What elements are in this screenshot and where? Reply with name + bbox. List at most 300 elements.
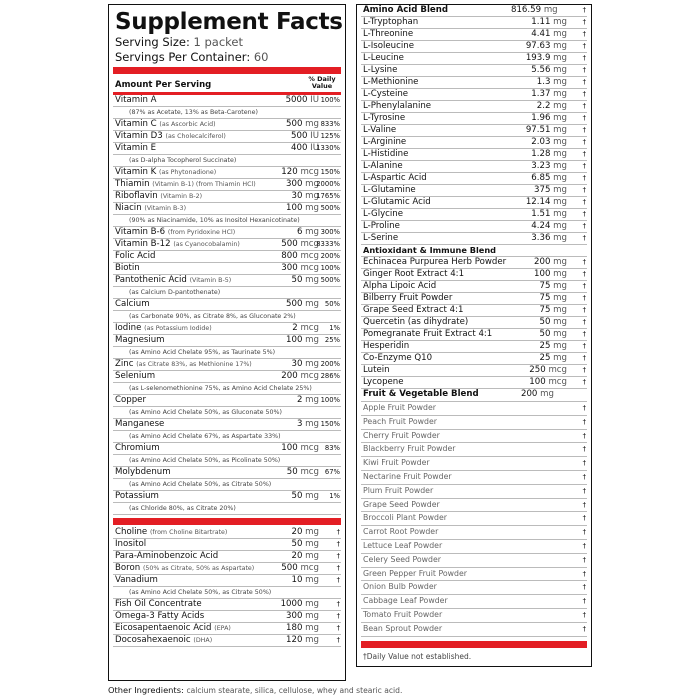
amount-value: 1.96 (531, 113, 551, 123)
nutrient-name (115, 131, 226, 142)
nutrient-name (115, 251, 155, 262)
daily-value: 2000% (316, 180, 340, 188)
nutrient-form-note: (87% as Acetate, 13% as Beta-Carotene) (113, 107, 341, 119)
fv-ingredient-row (361, 526, 587, 540)
daily-value: † (582, 294, 586, 302)
nutrient-name (363, 209, 403, 220)
nutrient-row (113, 263, 341, 275)
nutrient-amount (251, 635, 319, 646)
daily-value: † (582, 42, 586, 50)
nutrient-name-text: L-Proline (363, 221, 400, 231)
nutrient-amount (251, 443, 319, 454)
nutrient-name-text: Vitamin C (115, 119, 157, 129)
amount-unit: mcg (548, 365, 567, 375)
daily-value: † (336, 636, 340, 644)
amount-value: 75 (539, 281, 551, 291)
nutrient-name-text: L-Lysine (363, 65, 398, 75)
amount-unit: IU (310, 131, 319, 141)
nutrient-name (363, 149, 408, 160)
amount-value: 20 (291, 527, 303, 537)
daily-value: 1765% (316, 192, 340, 200)
nutrient-name (363, 173, 427, 184)
amount-value: 50 (291, 491, 303, 501)
divider-bar (113, 67, 341, 74)
fv-ingredient-row (361, 416, 587, 430)
nutrient-source-note: (as Ascorbic Acid) (159, 121, 216, 128)
amount-value: 2 (296, 395, 303, 405)
amino-acid-blend-row (361, 5, 587, 17)
amount-unit: mcg (300, 239, 319, 249)
fv-ingredient-row (361, 512, 587, 526)
daily-value: † (582, 138, 586, 146)
nutrient-name-text: Ginger Root Extract 4:1 (363, 269, 465, 279)
amount-value: 75 (539, 293, 551, 303)
nutrient-amount (503, 341, 567, 352)
daily-value: † (582, 318, 586, 326)
amount-value: 300 (286, 179, 303, 189)
amount-unit: mg (305, 539, 319, 549)
serving-size (109, 35, 345, 50)
daily-value: † (582, 366, 586, 374)
nutrient-row (113, 623, 341, 635)
nutrient-name (115, 179, 256, 190)
daily-value: 150% (320, 168, 340, 176)
fv-blend-name: Fruit & Vegetable Blend (363, 389, 479, 399)
daily-value: † (582, 330, 586, 338)
amount-per-serving-header: Amount Per Serving (115, 80, 212, 90)
amount-unit: mg (305, 203, 319, 213)
amount-unit: mg (553, 149, 567, 159)
amount-value: 50 (291, 275, 303, 285)
nutrient-name-text: L-Isoleucine (363, 41, 414, 51)
nutrient-row (361, 353, 587, 365)
nutrient-name-text: Fish Oil Concentrate (115, 599, 202, 609)
fv-ingredient-name: Celery Seed Powder (363, 554, 441, 564)
nutrient-name-text: L-Tyrosine (363, 113, 406, 123)
nutrient-source-note: (50% as Citrate, 50% as Aspartate) (142, 565, 255, 572)
nutrient-row (361, 125, 587, 137)
amount-value: 12.14 (525, 197, 551, 207)
nutrient-row (113, 539, 341, 551)
amount-unit: mg (553, 17, 567, 27)
nutrient-name-text: L-Tryptophan (363, 17, 419, 27)
daily-value: † (336, 552, 340, 560)
fv-ingredient-row (361, 581, 587, 595)
amount-value: 300 (286, 611, 303, 621)
amount-unit: mg (305, 491, 319, 501)
nutrient-amount (251, 419, 319, 430)
nutrient-name-text: L-Serine (363, 233, 399, 243)
nutrient-name (363, 125, 396, 136)
nutrient-name-text: L-Glutamic Acid (363, 197, 431, 207)
nutrient-name (115, 323, 212, 334)
nutrient-form-note: (as Amino Acid Chelate 50%, as Citrate 50%) (113, 479, 341, 491)
amount-value: 100 (534, 269, 551, 279)
amount-value: 300 (281, 263, 298, 273)
nutrient-name-text: Bilberry Fruit Powder (363, 293, 453, 303)
amount-unit: mg (305, 635, 319, 645)
nutrient-name (115, 371, 155, 382)
daily-value: † (582, 569, 586, 578)
nutrient-row (113, 179, 341, 191)
daily-value: † (336, 564, 340, 572)
daily-value: † (582, 186, 586, 194)
nutrient-name-text: Calcium (115, 299, 150, 309)
nutrient-amount (503, 233, 567, 244)
amount-value: 2.03 (531, 137, 551, 147)
nutrient-name-text: Riboflavin (115, 191, 158, 201)
nutrient-name (115, 611, 204, 622)
nutrient-row (361, 113, 587, 125)
nutrient-name (115, 191, 202, 202)
nutrient-name (115, 119, 216, 130)
divider-bar (113, 518, 341, 525)
nutrient-row (361, 221, 587, 233)
amount-unit: mcg (548, 377, 567, 387)
nutrient-row (113, 395, 341, 407)
amount-value: 6 (296, 227, 303, 237)
amino-acid-list (357, 17, 591, 245)
nutrient-name (363, 341, 409, 352)
fv-ingredient-name: Kiwi Fruit Powder (363, 458, 430, 468)
divider-bar (361, 641, 587, 648)
nutrient-name-text: Chromium (115, 443, 160, 453)
servings-per-container (109, 50, 345, 65)
nutrient-amount (251, 179, 319, 190)
nutrient-source-note: (as Cholecalciferol) (165, 133, 226, 140)
daily-value: † (582, 354, 586, 362)
nutrient-row (113, 611, 341, 623)
nutrient-name-text: Vanadium (115, 575, 158, 585)
amount-unit: mg (553, 293, 567, 303)
amino-blend-name: Amino Acid Blend (363, 5, 448, 15)
nutrient-source-note: (Vitamin B-2) (160, 193, 203, 200)
nutrient-name (363, 101, 431, 112)
nutrient-amount (503, 173, 567, 184)
daily-value: † (582, 583, 586, 592)
nutrient-row (113, 443, 341, 455)
fv-ingredient-name: Lettuce Leaf Powder (363, 540, 443, 550)
nutrient-name-text: L-Phenylalanine (363, 101, 432, 111)
fv-ingredient-name: Peach Fruit Powder (363, 416, 437, 426)
daily-value: † (582, 54, 586, 62)
nutrient-name-text: Omega-3 Fatty Acids (115, 611, 205, 621)
daily-value: 200% (320, 360, 340, 368)
nutrient-amount (503, 305, 567, 316)
amount-unit: mg (553, 197, 567, 207)
amount-unit: mg (305, 419, 319, 429)
daily-value: † (336, 612, 340, 620)
nutrient-name (115, 275, 231, 286)
nutrient-name-text: Potassium (115, 491, 159, 501)
amount-value: 50 (539, 317, 551, 327)
fv-ingredient-name: Cabbage Leaf Powder (363, 596, 448, 606)
nutrient-name-text: L-Cysteine (363, 89, 409, 99)
nutrient-amount (251, 95, 319, 106)
nutrient-amount (503, 353, 567, 364)
nutrient-row (113, 335, 341, 347)
daily-value: † (582, 306, 586, 314)
nutrient-amount (503, 317, 567, 328)
daily-value: † (582, 90, 586, 98)
nutrient-name-text: Vitamin A (115, 95, 157, 105)
nutrient-name-text: Thiamin (115, 179, 150, 189)
nutrient-amount (503, 149, 567, 160)
nutrient-row (361, 173, 587, 185)
nutrient-row (113, 203, 341, 215)
amount-unit: mcg (300, 563, 319, 573)
fv-ingredient-row (361, 443, 587, 457)
vitamin-list (109, 95, 345, 515)
amount-value: 120 (281, 167, 298, 177)
amount-unit: mg (305, 527, 319, 537)
nutrient-name (115, 551, 218, 562)
daily-value: 125% (320, 132, 340, 140)
daily-value: † (582, 66, 586, 74)
daily-value: † (582, 102, 586, 110)
daily-value: 100% (320, 264, 340, 272)
nutrient-row (361, 149, 587, 161)
fv-ingredient-row (361, 402, 587, 416)
nutrient-name (115, 395, 146, 406)
nutrient-name (363, 161, 403, 172)
nutrient-name (115, 419, 164, 430)
nutrient-row (361, 197, 587, 209)
amount-value: 97.63 (525, 41, 551, 51)
daily-value: † (582, 597, 586, 606)
amount-unit: mg (553, 329, 567, 339)
nutrient-amount (503, 89, 567, 100)
amount-unit: mg (305, 275, 319, 285)
nutrient-name (115, 227, 235, 238)
daily-value: † (582, 514, 586, 523)
nutrient-form-note: (as Amino Acid Chelate 95%, as Taurinate 5%) (113, 347, 341, 359)
fv-ingredient-name: Tomato Fruit Powder (363, 609, 443, 619)
nutrient-row (113, 551, 341, 563)
nutrient-form-note: (as Amino Acid Chelate 50%, as Citrate 50%) (113, 587, 341, 599)
nutrient-row (361, 269, 587, 281)
amount-unit: mg (305, 179, 319, 189)
daily-value: † (336, 540, 340, 548)
nutrient-name-text: L-Methionine (363, 77, 419, 87)
daily-value: † (582, 198, 586, 206)
nutrient-row (113, 299, 341, 311)
nutrient-form-note: (as Chloride 80%, as Citrate 20%) (113, 503, 341, 515)
amount-value: 500 (281, 563, 298, 573)
nutrient-name (363, 233, 398, 244)
other-ingredients-text: calcium stearate, silica, cellulose, whey and stearic acid. (186, 686, 403, 695)
amount-unit: mg (305, 551, 319, 561)
nutrient-amount (251, 275, 319, 286)
nutrient-amount (251, 563, 319, 574)
amount-unit: mg (553, 209, 567, 219)
amount-unit: mg (305, 191, 319, 201)
nutrient-name-text: Pantothenic Acid (115, 275, 187, 285)
nutrient-name (363, 137, 406, 148)
fv-ingredient-row (361, 554, 587, 568)
nutrient-name-text: Lycopene (363, 377, 404, 387)
daily-value: 1330% (316, 144, 340, 152)
daily-value: † (582, 18, 586, 26)
daily-value: 100% (320, 96, 340, 104)
daily-value: † (582, 78, 586, 86)
servings-value: 60 (253, 50, 269, 64)
nutrient-amount (503, 41, 567, 52)
amount-value: 3 (296, 419, 303, 429)
amount-value: 120 (286, 635, 303, 645)
amount-value: 4.24 (531, 221, 551, 231)
daily-value: † (582, 282, 586, 290)
nutrient-row (113, 143, 341, 155)
amount-unit: mg (553, 125, 567, 135)
nutrient-amount (251, 119, 319, 130)
nutrient-amount (503, 329, 567, 340)
nutrient-row (113, 323, 341, 335)
daily-value: 500% (320, 276, 340, 284)
amount-unit: mg (553, 77, 567, 87)
nutrient-row (361, 17, 587, 29)
nutrient-source-note: (as Citrate 83%, as Methionine 17%) (136, 361, 252, 368)
nutrient-name (363, 77, 418, 88)
nutrient-amount (503, 29, 567, 40)
amount-unit: mg (553, 53, 567, 63)
nutrient-amount (503, 137, 567, 148)
daily-value: 1% (329, 492, 340, 500)
amount-value: 2 (292, 323, 298, 333)
nutrient-name (363, 65, 397, 76)
nutrient-name-text: L-Arginine (363, 137, 407, 147)
nutrient-form-note: (as Amino Acid Chelate 50%, as Gluconate 50%) (113, 407, 341, 419)
amount-value: 75 (539, 305, 551, 315)
nutrient-name-text: Vitamin B-6 (115, 227, 166, 237)
supplement-facts-panel-left (108, 4, 346, 681)
nutrient-name-text: Alpha Lipoic Acid (363, 281, 437, 291)
nutrient-name-text: Vitamin B-12 (115, 239, 171, 249)
serving-size-value: 1 packet (193, 35, 243, 49)
nutrient-source-note: (as Cyanocobalamin) (173, 241, 240, 248)
nutrient-name-text: L-Glutamine (363, 185, 416, 195)
amount-value: 6.85 (531, 173, 551, 183)
nutrient-row (361, 101, 587, 113)
daily-value: 150% (320, 420, 340, 428)
fv-ingredient-row (361, 471, 587, 485)
nutrient-amount (503, 65, 567, 76)
daily-value: † (582, 270, 586, 278)
fv-ingredient-row (361, 499, 587, 513)
fv-ingredient-row (361, 457, 587, 471)
nutrient-name (363, 377, 404, 388)
nutrient-amount (251, 623, 319, 634)
nutrient-row (361, 281, 587, 293)
fv-ingredient-row (361, 540, 587, 554)
daily-value: † (336, 624, 340, 632)
nutrient-row (361, 305, 587, 317)
daily-value: 83% (324, 444, 340, 452)
nutrient-name-text: L-Aspartic Acid (363, 173, 427, 183)
amount-value: 10 (291, 575, 303, 585)
nutrient-name (115, 491, 159, 502)
nutrient-amount (251, 359, 319, 370)
nutrient-name (115, 263, 140, 274)
amount-value: 200 (281, 371, 298, 381)
daily-value: † (582, 378, 586, 386)
fv-ingredient-name: Nectarine Fruit Powder (363, 471, 452, 481)
nutrient-name-text: Magnesium (115, 335, 165, 345)
daily-value: † (582, 342, 586, 350)
nutrient-row (361, 317, 587, 329)
nutrient-name (115, 443, 160, 454)
nutrient-amount (503, 293, 567, 304)
amount-unit: mg (553, 41, 567, 51)
daily-value: 100% (320, 396, 340, 404)
daily-value: 300% (320, 228, 340, 236)
daily-value-header: % Daily Value (308, 75, 336, 90)
nutrient-amount (251, 395, 319, 406)
nutrient-name (115, 203, 186, 214)
nutrient-name-text: Grape Seed Extract 4:1 (363, 305, 464, 315)
nutrient-row (113, 95, 341, 107)
fv-ingredient-row (361, 485, 587, 499)
nutrient-name (363, 113, 405, 124)
nutrient-source-note: (Vitamin B-3) (144, 205, 187, 212)
footnote: †Daily Value not established. (363, 651, 472, 661)
daily-value: † (582, 30, 586, 38)
amount-unit: mcg (300, 443, 319, 453)
nutrient-row (113, 191, 341, 203)
amount-unit: mcg (300, 467, 319, 477)
nutrient-name (363, 17, 418, 28)
nutrient-amount (251, 575, 319, 586)
nutrient-name-text: Biotin (115, 263, 140, 273)
daily-value: † (582, 210, 586, 218)
nutrient-amount (251, 191, 319, 202)
daily-value: † (582, 486, 586, 495)
nutrient-row (361, 89, 587, 101)
nutrient-row (113, 371, 341, 383)
daily-value: † (582, 174, 586, 182)
nutrient-name (115, 167, 216, 178)
fruit-vegetable-blend-row (361, 389, 587, 402)
nutrient-row (361, 233, 587, 245)
other-nutrient-list (109, 527, 345, 647)
nutrient-name-text: L-Alanine (363, 161, 403, 171)
fv-ingredient-name: Blackberry Fruit Powder (363, 444, 456, 454)
nutrient-source-note: (as Phytonadione) (159, 169, 217, 176)
table-header (109, 74, 345, 92)
fv-ingredient-name: Carrot Root Powder (363, 527, 439, 537)
nutrient-row (361, 77, 587, 89)
amount-value: 375 (534, 185, 551, 195)
amount-unit: mg (305, 599, 319, 609)
nutrient-row (361, 161, 587, 173)
nutrient-name-text: Lutein (363, 365, 390, 375)
nutrient-amount (503, 161, 567, 172)
nutrient-amount (503, 209, 567, 220)
amount-unit: mg (305, 611, 319, 621)
nutrient-amount (251, 335, 319, 346)
nutrient-name (115, 563, 254, 574)
nutrient-amount (251, 167, 319, 178)
nutrient-name-text: L-Threonine (363, 29, 414, 39)
nutrient-row (361, 329, 587, 341)
amount-unit: mg (553, 113, 567, 123)
nutrient-amount (503, 17, 567, 28)
nutrient-amount (503, 269, 567, 280)
amount-value: 1.37 (531, 89, 551, 99)
fv-ingredient-row (361, 623, 587, 637)
amount-value: 50 (539, 329, 551, 339)
amount-value: 25 (539, 353, 551, 363)
